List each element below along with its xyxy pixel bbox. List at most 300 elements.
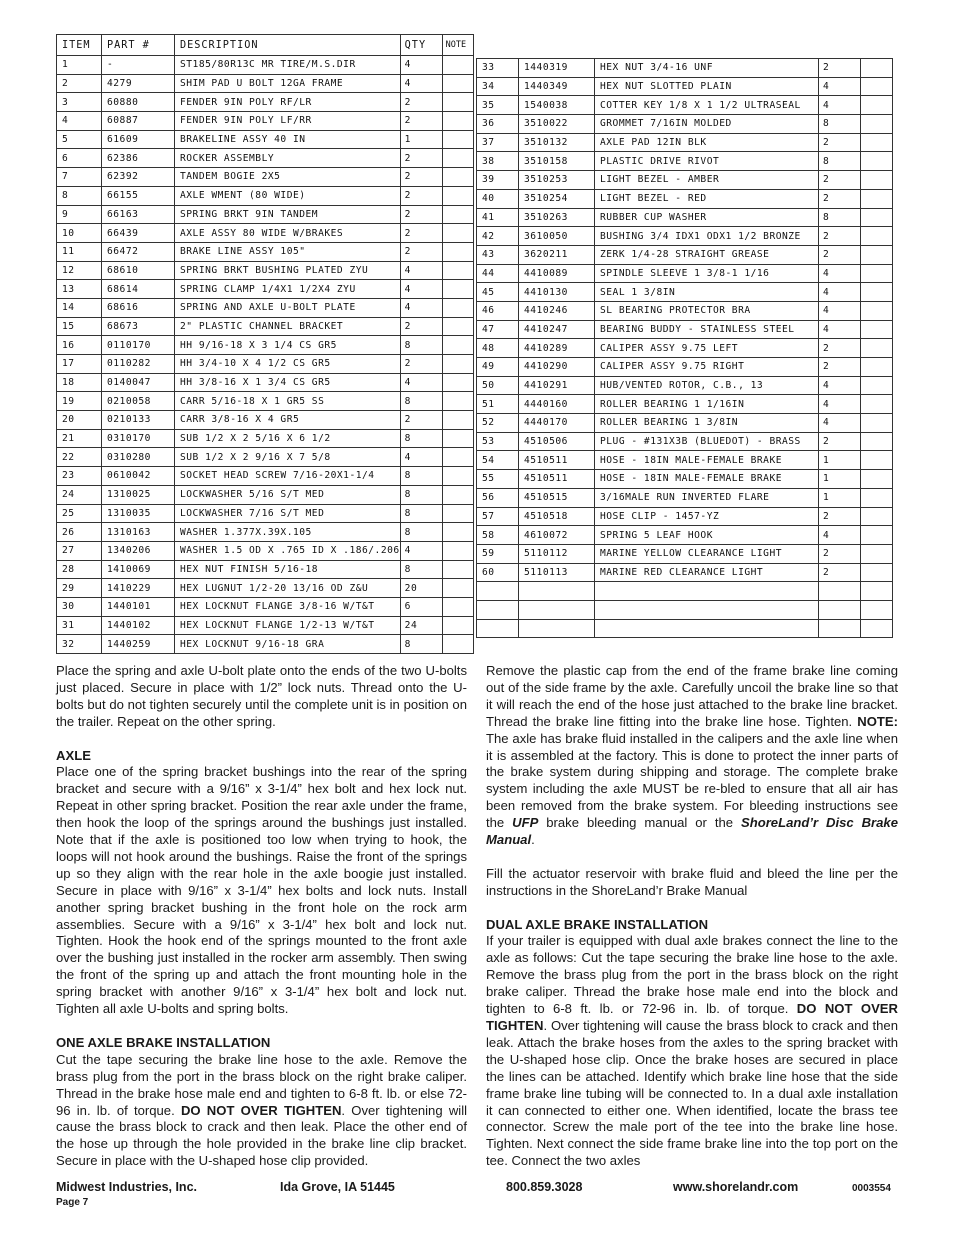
cell-qty: 4: [400, 261, 442, 280]
cell-part-number: 1410069: [102, 560, 175, 579]
cell-item: 25: [57, 504, 102, 523]
cell-item: 58: [477, 526, 519, 545]
cell-note: [861, 339, 893, 358]
cell-part-number: 1310025: [102, 485, 175, 504]
dual-axle-warning: DO NOT OVER TIGHTEN: [486, 1001, 898, 1033]
table-row: [477, 376, 893, 395]
cell-qty: 2: [819, 171, 861, 190]
cell-part-number: 1440101: [102, 597, 175, 616]
cell-item: 55: [477, 470, 519, 489]
cell-description: HEX NUT SLOTTED PLAIN: [595, 77, 819, 96]
cell-qty: 4: [819, 320, 861, 339]
cell-qty: 4: [819, 283, 861, 302]
cell-part-number: 5110113: [519, 563, 595, 582]
table-row: [57, 579, 474, 598]
table-row: [57, 242, 474, 261]
footer-page-number: Page 7: [56, 1197, 89, 1208]
cell-part-number: 66472: [102, 242, 175, 261]
cell-description: ROCKER ASSEMBLY: [175, 149, 401, 168]
cell-note: [861, 227, 893, 246]
cell-item: 6: [57, 149, 102, 168]
cell-description: RUBBER CUP WASHER: [595, 208, 819, 227]
cell-qty: [819, 600, 861, 619]
table-row: [57, 485, 474, 504]
cell-note: [861, 432, 893, 451]
table-row: [477, 432, 893, 451]
cell-qty: 2: [819, 245, 861, 264]
cell-note: [442, 448, 473, 467]
cell-qty: 1: [819, 488, 861, 507]
header-part-number: PART #: [102, 35, 175, 56]
cell-qty: 4: [819, 526, 861, 545]
cell-item: 37: [477, 133, 519, 152]
cell-part-number: 68610: [102, 261, 175, 280]
cell-item: 13: [57, 280, 102, 299]
cell-description: ZERK 1/4-28 STRAIGHT GREASE: [595, 245, 819, 264]
one-axle-brake-heading: ONE AXLE BRAKE INSTALLATION: [56, 1034, 271, 1050]
cell-note: [861, 582, 893, 601]
cell-note: [861, 59, 893, 78]
table-row: [477, 339, 893, 358]
brake-line-text-a: Remove the plastic cap from the end of the frame brake line coming out of the side frame by the axle. Carefully uncoil the brake line so that it will reach the end of the hose just attached to the brake line bracket. Thread the brake line fitting into the brake line hose. Tighten.: [486, 663, 898, 729]
cell-part-number: 4510515: [519, 488, 595, 507]
cell-description: AXLE ASSY 80 WIDE W/BRAKES: [175, 224, 401, 243]
cell-part-number: 3620211: [519, 245, 595, 264]
cell-qty: 2: [400, 224, 442, 243]
table-row: [477, 189, 893, 208]
cell-qty: 4: [819, 301, 861, 320]
cell-note: [442, 242, 473, 261]
cell-qty: 8: [400, 635, 442, 654]
table-row: [477, 451, 893, 470]
cell-item: 51: [477, 395, 519, 414]
cell-part-number: 4510511: [519, 470, 595, 489]
cell-note: [861, 395, 893, 414]
cell-description: CARR 5/16-18 X 1 GR5 SS: [175, 392, 401, 411]
cell-item: 46: [477, 301, 519, 320]
table-row: [477, 414, 893, 433]
cell-part-number: 0140047: [102, 373, 175, 392]
table-row: [477, 283, 893, 302]
table-row: [477, 96, 893, 115]
cell-qty: 4: [819, 77, 861, 96]
cell-item: 59: [477, 544, 519, 563]
cell-qty: 2: [400, 411, 442, 430]
cell-description: FENDER 9IN POLY LF/RR: [175, 112, 401, 131]
cell-qty: 2: [400, 242, 442, 261]
table-row: [477, 470, 893, 489]
footer-location: Ida Grove, IA 51445: [280, 1180, 395, 1194]
cell-qty: 4: [400, 373, 442, 392]
cell-part-number: 4279: [102, 74, 175, 93]
table-row: [477, 619, 893, 638]
cell-item: 47: [477, 320, 519, 339]
cell-item: 36: [477, 115, 519, 134]
cell-part-number: -: [102, 56, 175, 75]
cell-part-number: 1310163: [102, 523, 175, 542]
cell-item: 54: [477, 451, 519, 470]
cell-qty: 2: [819, 133, 861, 152]
cell-part-number: 4410289: [519, 339, 595, 358]
cell-qty: 4: [400, 56, 442, 75]
table-row: [477, 115, 893, 134]
table-row: [477, 227, 893, 246]
cell-item: 1: [57, 56, 102, 75]
cell-note: [442, 541, 473, 560]
cell-qty: 8: [400, 336, 442, 355]
cell-part-number: 0210058: [102, 392, 175, 411]
brake-line-text-d: .: [531, 832, 535, 848]
cell-note: [442, 168, 473, 187]
cell-qty: 1: [819, 451, 861, 470]
cell-note: [861, 115, 893, 134]
table-row: [57, 93, 474, 112]
cell-part-number: 4510506: [519, 432, 595, 451]
cell-description: HEX LUGNUT 1/2-20 13/16 OD Z&U: [175, 579, 401, 598]
cell-item: 15: [57, 317, 102, 336]
cell-description: SPINDLE SLEEVE 1 3/8-1 1/16: [595, 264, 819, 283]
table-row: [57, 298, 474, 317]
cell-item: 33: [477, 59, 519, 78]
cell-description: SHIM PAD U BOLT 12GA FRAME: [175, 74, 401, 93]
table-row: [477, 133, 893, 152]
table-row: [477, 600, 893, 619]
cell-part-number: 0110170: [102, 336, 175, 355]
cell-note: [442, 392, 473, 411]
dual-axle-brake-heading: DUAL AXLE BRAKE INSTALLATION: [486, 916, 709, 932]
parts-table-left-body: [57, 35, 474, 654]
cell-item: 7: [57, 168, 102, 187]
cell-part-number: 4410089: [519, 264, 595, 283]
cell-note: [861, 171, 893, 190]
header-item: ITEM: [57, 35, 102, 56]
cell-part-number: 3510022: [519, 115, 595, 134]
cell-item: 43: [477, 245, 519, 264]
cell-item: 21: [57, 429, 102, 448]
cell-item: 38: [477, 152, 519, 171]
axle-paragraph: Place one of the spring bracket bushings into the rear of the spring bracket and secure with a 9/16” x 3-1/4” hex bolt and hex lock nut. Repeat in other spring bracket. Position the rear axle under the frame, then hook the loop of the springs around the bushings just installed. Note that if the axle is positioned too low when trying to hook, the loops will not hook around the bushings. Raise the front of the springs up so they align with the rear hole in the axle boogie just installed. Secure in place with 9/16” x 3-1/4” hex bolts and lock nuts. Install another spring bracket bushing in the front hole on the rock arm assemblies. Secure with a 9/16” x 3-1/4” hex bolt and lock nut. Tighten. Hook the hook end of the springs mounted to the front axle over the bushing just installed in the rocker arm assembly. Then swing the front of the spring up and attach the front mounting hole in the spring bracket with another 9/16” x 3-1/4” hex bolt and lock nut. Tighten all axle U-bolts and spring bolts.: [56, 764, 467, 1017]
cell-part-number: 1440259: [102, 635, 175, 654]
cell-item: 17: [57, 355, 102, 374]
cell-qty: 2: [819, 339, 861, 358]
cell-part-number: 68614: [102, 280, 175, 299]
cell-description: CARR 3/8-16 X 4 GR5: [175, 411, 401, 430]
table-row: [477, 526, 893, 545]
cell-qty: 2: [819, 544, 861, 563]
cell-item: 32: [57, 635, 102, 654]
cell-description: AXLE WMENT (80 WIDE): [175, 186, 401, 205]
cell-description: ROLLER BEARING 1 3/8IN: [595, 414, 819, 433]
brake-line-text-c: brake bleeding manual or the: [538, 815, 734, 831]
table-row: [57, 504, 474, 523]
cell-note: [442, 616, 473, 635]
cell-note: [442, 504, 473, 523]
cell-item: 29: [57, 579, 102, 598]
cell-description: PLUG - #131X3B (BLUEDOT) - BRASS: [595, 432, 819, 451]
dual-axle-text-b: . Over tightening will cause the brass block to crack and then leak. Attach the brake hoses from the axles to the spring bracket with the U-shaped hose clip. Once the brake hoses are secured in place the lines can be attached. Identify which brake line hose that the side frame brake line tubing will be connected to. In a dual axle installation it can connected to either one. When identified, locate the brass tee connector. Screw the male port of the tee into the brake line hose. Tighten. Next connect the side frame brake line into the top port on the tee. Connect the two axles: [486, 1018, 898, 1169]
cell-qty: 4: [400, 448, 442, 467]
table-row: [477, 320, 893, 339]
cell-item: 50: [477, 376, 519, 395]
cell-description: CALIPER ASSY 9.75 LEFT: [595, 339, 819, 358]
note-label: NOTE:: [857, 713, 898, 729]
cell-note: [861, 526, 893, 545]
cell-description: HH 3/8-16 X 1 3/4 CS GR5: [175, 373, 401, 392]
cell-part-number: 4510518: [519, 507, 595, 526]
table-row: [57, 411, 474, 430]
cell-note: [442, 93, 473, 112]
cell-note: [861, 619, 893, 638]
cell-part-number: 1340206: [102, 541, 175, 560]
cell-qty: 4: [819, 264, 861, 283]
cell-item: 2: [57, 74, 102, 93]
cell-qty: 2: [400, 149, 442, 168]
cell-qty: 4: [819, 96, 861, 115]
cell-item: 24: [57, 485, 102, 504]
cell-note: [861, 320, 893, 339]
cell-description: SPRING AND AXLE U-BOLT PLATE: [175, 298, 401, 317]
cell-item: [477, 600, 519, 619]
table-row: [477, 264, 893, 283]
table-row: [477, 301, 893, 320]
cell-part-number: 0310280: [102, 448, 175, 467]
cell-qty: 2: [400, 205, 442, 224]
table-row: [57, 168, 474, 187]
table-row: [57, 112, 474, 131]
cell-description: LOCKWASHER 7/16 S/T MED: [175, 504, 401, 523]
cell-description: WASHER 1.377X.39X.105: [175, 523, 401, 542]
cell-description: BRAKELINE ASSY 40 IN: [175, 130, 401, 149]
table-row: [57, 373, 474, 392]
cell-description: HOSE - 18IN MALE-FEMALE BRAKE: [595, 451, 819, 470]
cell-part-number: 60887: [102, 112, 175, 131]
cell-description: HOSE CLIP - 1457-YZ: [595, 507, 819, 526]
cell-part-number: 5110112: [519, 544, 595, 563]
table-row: [477, 152, 893, 171]
table-row: [57, 280, 474, 299]
cell-qty: 2: [819, 507, 861, 526]
table-header-row: [57, 35, 474, 56]
brake-line-text-b: The axle has brake fluid installed in the calipers and the axle line when it is assembled at the factory. This is done to protect the inner parts of the brake system during shipping and storage. The complete brake system including the axle MUST be re-bled to ensure that all air has been removed from the brake system. For bleeding instructions see the: [486, 730, 898, 831]
cell-item: [477, 619, 519, 638]
cell-qty: 2: [400, 355, 442, 374]
cell-item: 4: [57, 112, 102, 131]
cell-item: 19: [57, 392, 102, 411]
cell-note: [442, 280, 473, 299]
cell-qty: [819, 619, 861, 638]
cell-note: [442, 298, 473, 317]
cell-description: GROMMET 7/16IN MOLDED: [595, 115, 819, 134]
table-row: [477, 395, 893, 414]
cell-note: [442, 336, 473, 355]
cell-qty: 8: [400, 523, 442, 542]
cell-note: [861, 283, 893, 302]
cell-item: 8: [57, 186, 102, 205]
cell-item: 42: [477, 227, 519, 246]
cell-part-number: 0610042: [102, 467, 175, 486]
cell-qty: 20: [400, 579, 442, 598]
table-row: [477, 544, 893, 563]
brake-manual-title: ShoreLand’r Disc Brake Manual: [486, 815, 899, 848]
table-row: [477, 245, 893, 264]
cell-item: 27: [57, 541, 102, 560]
cell-note: [442, 523, 473, 542]
cell-part-number: 62386: [102, 149, 175, 168]
cell-qty: 8: [819, 115, 861, 134]
cell-part-number: 0310170: [102, 429, 175, 448]
cell-item: 20: [57, 411, 102, 430]
table-row: [57, 186, 474, 205]
parts-table-left: [56, 34, 474, 654]
footer-doc-number: 0003554: [852, 1183, 891, 1194]
cell-item: 39: [477, 171, 519, 190]
cell-note: [861, 470, 893, 489]
cell-item: 11: [57, 242, 102, 261]
cell-part-number: [519, 619, 595, 638]
one-axle-text-b: . Over tightening will cause the brass block to crack and then leak. Place the other end of the hose up through the hole provided in the brake line clip bracket. Secure in place with the U-shaped hose clip provided.: [56, 1102, 468, 1169]
cell-note: [442, 261, 473, 280]
table-row: [57, 130, 474, 149]
cell-item: [477, 582, 519, 601]
table-row: [477, 59, 893, 78]
cell-item: 45: [477, 283, 519, 302]
cell-description: HH 9/16-18 X 3 1/4 CS GR5: [175, 336, 401, 355]
table-row: [57, 224, 474, 243]
cell-note: [442, 597, 473, 616]
dual-axle-brake-paragraph: [486, 933, 898, 1170]
cell-description: SUB 1/2 X 2 9/16 X 7 5/8: [175, 448, 401, 467]
cell-note: [442, 579, 473, 598]
cell-item: 53: [477, 432, 519, 451]
cell-item: 5: [57, 130, 102, 149]
cell-description: COTTER KEY 1/8 X 1 1/2 ULTRASEAL: [595, 96, 819, 115]
cell-qty: 8: [400, 392, 442, 411]
cell-item: 10: [57, 224, 102, 243]
cell-qty: 2: [819, 189, 861, 208]
instructions-right-column: [486, 663, 898, 1170]
table-row: [57, 616, 474, 635]
cell-item: 22: [57, 448, 102, 467]
reservoir-paragraph: Fill the actuator reservoir with brake fluid and bleed the line per the instructions in the ShoreLand’r Brake Manual: [486, 865, 898, 898]
cell-item: 40: [477, 189, 519, 208]
cell-note: [442, 317, 473, 336]
cell-qty: [819, 582, 861, 601]
cell-item: 57: [477, 507, 519, 526]
cell-item: 44: [477, 264, 519, 283]
cell-description: BUSHING 3/4 IDX1 ODX1 1/2 BRONZE: [595, 227, 819, 246]
cell-part-number: 1410229: [102, 579, 175, 598]
cell-description: WASHER 1.5 OD X .765 ID X .186/.206: [175, 541, 401, 560]
cell-item: 16: [57, 336, 102, 355]
cell-part-number: 3510263: [519, 208, 595, 227]
cell-qty: 8: [400, 429, 442, 448]
cell-part-number: 4410290: [519, 358, 595, 377]
cell-item: 3: [57, 93, 102, 112]
cell-note: [861, 77, 893, 96]
cell-description: SOCKET HEAD SCREW 7/16-20X1-1/4: [175, 467, 401, 486]
one-axle-text-a: Cut the tape securing the brake line hose to the axle. Remove the brass plug from the port in the brass block on the right brake caliper. Thread in the brake hose male end and tighten to 6-8 ft. lb. or else 72-96 in. lb. of torque.: [56, 1051, 467, 1118]
cell-part-number: 3510254: [519, 189, 595, 208]
cell-part-number: 4610072: [519, 526, 595, 545]
cell-description: [595, 582, 819, 601]
header-description: DESCRIPTION: [175, 35, 401, 56]
table-row: [477, 563, 893, 582]
table-row: [57, 355, 474, 374]
cell-part-number: 66439: [102, 224, 175, 243]
cell-description: HEX NUT 3/4-16 UNF: [595, 59, 819, 78]
cell-item: 18: [57, 373, 102, 392]
cell-qty: 6: [400, 597, 442, 616]
table-row: [477, 582, 893, 601]
cell-part-number: [519, 600, 595, 619]
cell-description: BRAKE LINE ASSY 105": [175, 242, 401, 261]
cell-description: [595, 619, 819, 638]
cell-note: [861, 245, 893, 264]
cell-qty: 4: [400, 74, 442, 93]
cell-item: 14: [57, 298, 102, 317]
dual-axle-text-a: If your trailer is equipped with dual axle brakes connect the line to the axle as follows: Cut the tape securing the brake line hose to the axle. Remove the brass plug from the port in the brass block on the right brake caliper. Thread the brake hose male end into the block and tighten to 6-8 ft. lb. or 72-96 in. lb. of torque.: [486, 933, 898, 1017]
cell-note: [442, 355, 473, 374]
cell-qty: 8: [400, 560, 442, 579]
cell-note: [442, 56, 473, 75]
table-row: [57, 336, 474, 355]
footer-website: www.shorelandr.com: [673, 1180, 799, 1194]
table-row: [57, 56, 474, 75]
cell-note: [861, 208, 893, 227]
cell-part-number: 4440170: [519, 414, 595, 433]
cell-qty: 2: [400, 93, 442, 112]
cell-description: SL BEARING PROTECTOR BRA: [595, 301, 819, 320]
cell-description: HOSE - 18IN MALE-FEMALE BRAKE: [595, 470, 819, 489]
table-row: [477, 358, 893, 377]
cell-part-number: 4440160: [519, 395, 595, 414]
cell-description: BEARING BUDDY - STAINLESS STEEL: [595, 320, 819, 339]
cell-description: SPRING BRKT BUSHING PLATED ZYU: [175, 261, 401, 280]
cell-note: [861, 507, 893, 526]
table-row: [477, 488, 893, 507]
cell-part-number: 3510158: [519, 152, 595, 171]
parts-table-right-body: [477, 59, 893, 638]
ufp-label: UFP: [512, 815, 539, 831]
table-row: [57, 560, 474, 579]
cell-item: 23: [57, 467, 102, 486]
cell-note: [861, 96, 893, 115]
one-axle-warning: DO NOT OVER TIGHTEN: [180, 1102, 342, 1118]
cell-part-number: 60880: [102, 93, 175, 112]
cell-note: [442, 224, 473, 243]
axle-heading: AXLE: [56, 747, 91, 763]
cell-item: 49: [477, 358, 519, 377]
cell-note: [861, 152, 893, 171]
cell-description: HEX LOCKNUT FLANGE 1/2-13 W/T&T: [175, 616, 401, 635]
brake-line-paragraph: [486, 663, 898, 849]
cell-item: 48: [477, 339, 519, 358]
cell-qty: 4: [400, 280, 442, 299]
cell-part-number: 61609: [102, 130, 175, 149]
cell-qty: 4: [400, 298, 442, 317]
cell-description: SPRING CLAMP 1/4X1 1/2X4 ZYU: [175, 280, 401, 299]
cell-qty: 2: [819, 358, 861, 377]
cell-description: TANDEM BOGIE 2X5: [175, 168, 401, 187]
cell-note: [442, 205, 473, 224]
cell-part-number: 0210133: [102, 411, 175, 430]
cell-qty: 1: [819, 470, 861, 489]
instructions-left-column: [56, 663, 467, 1170]
table-row: [57, 74, 474, 93]
cell-note: [861, 600, 893, 619]
cell-item: 56: [477, 488, 519, 507]
cell-part-number: [519, 582, 595, 601]
